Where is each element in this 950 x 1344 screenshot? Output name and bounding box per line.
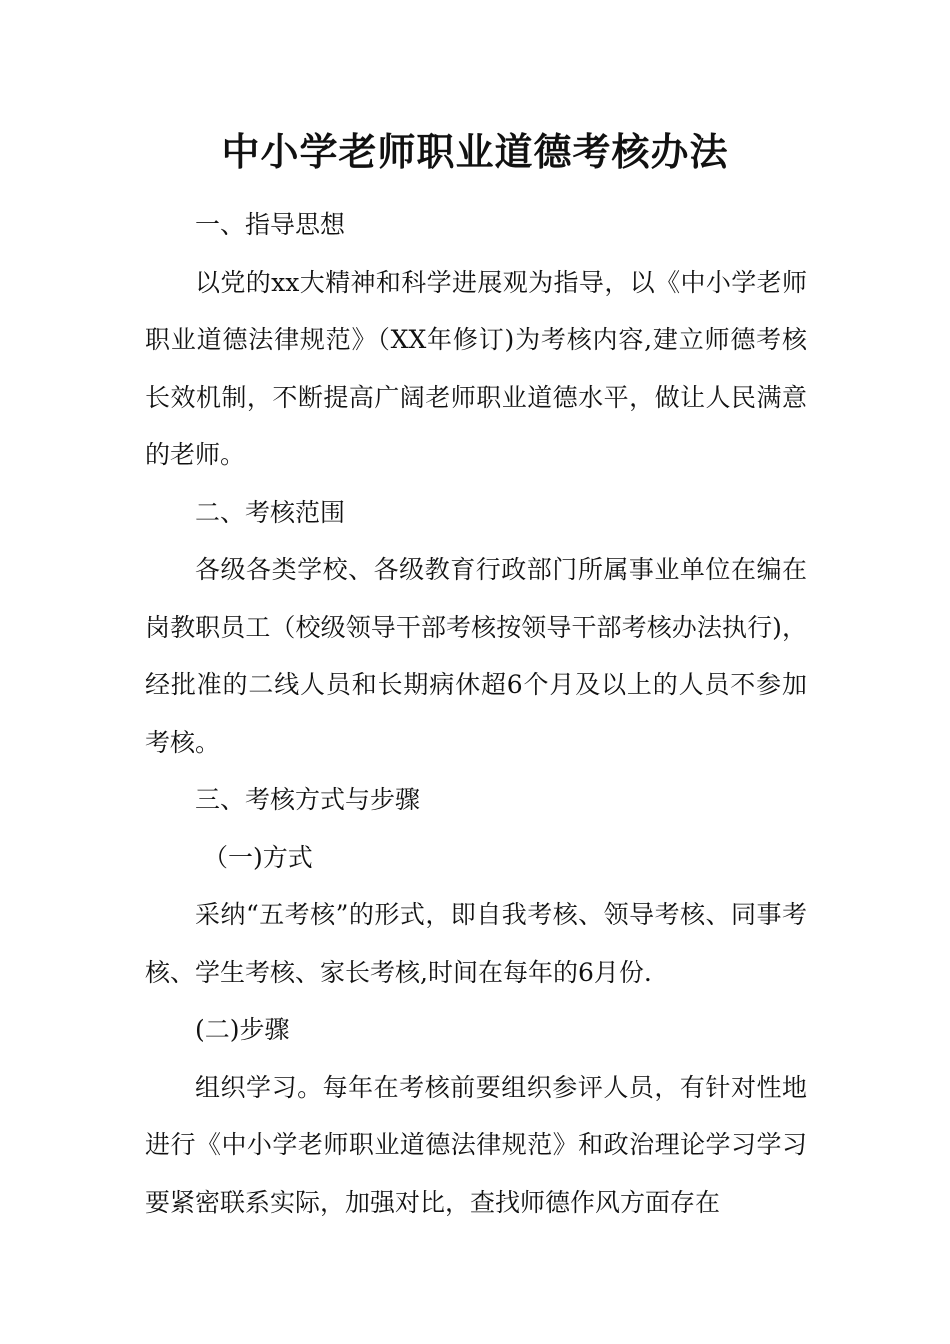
paragraph-steps: 组织学习。每年在考核前要组织参评人员，有针对性地进行《中小学老师职业道德法律规范》和政治理论学习学习要紧密联系实际，加强对比，查找师德作风方面存在 [145,1072,807,1217]
document-body [145,196,807,1231]
document-title: 中小学老师职业道德考核办法 [221,129,729,174]
paragraph-methods: 采纳“五考核”的形式，即自我考核、领导考核、同事考核、学生考核、家长考核,时间在每年的6月份. [145,900,807,987]
section-heading-methods-steps: 三、考核方式与步骤 [195,785,421,814]
subsection-heading-steps: (二)步骤 [195,1015,290,1044]
paragraph-scope: 各级各类学校、各级教育行政部门所属事业单位在编在岗教职员工（校级领导干部考核按领导干部考核办法执行)，经批准的二线人员和长期病休超6个月及以上的人员不参加考核。 [145,555,807,757]
section-heading-guiding-ideology: 一、指导思想 [195,210,346,239]
paragraph-guiding-ideology: 以党的xx大精神和科学进展观为指导，以《中小学老师职业道德法律规范》（XX年修订)为考核内容,建立师德考核长效机制，不断提高广阔老师职业道德水平，做让人民满意的老师。 [145,267,807,469]
section-heading-scope: 二、考核范围 [195,497,346,527]
subsection-heading-methods: （一)方式 [203,842,313,872]
